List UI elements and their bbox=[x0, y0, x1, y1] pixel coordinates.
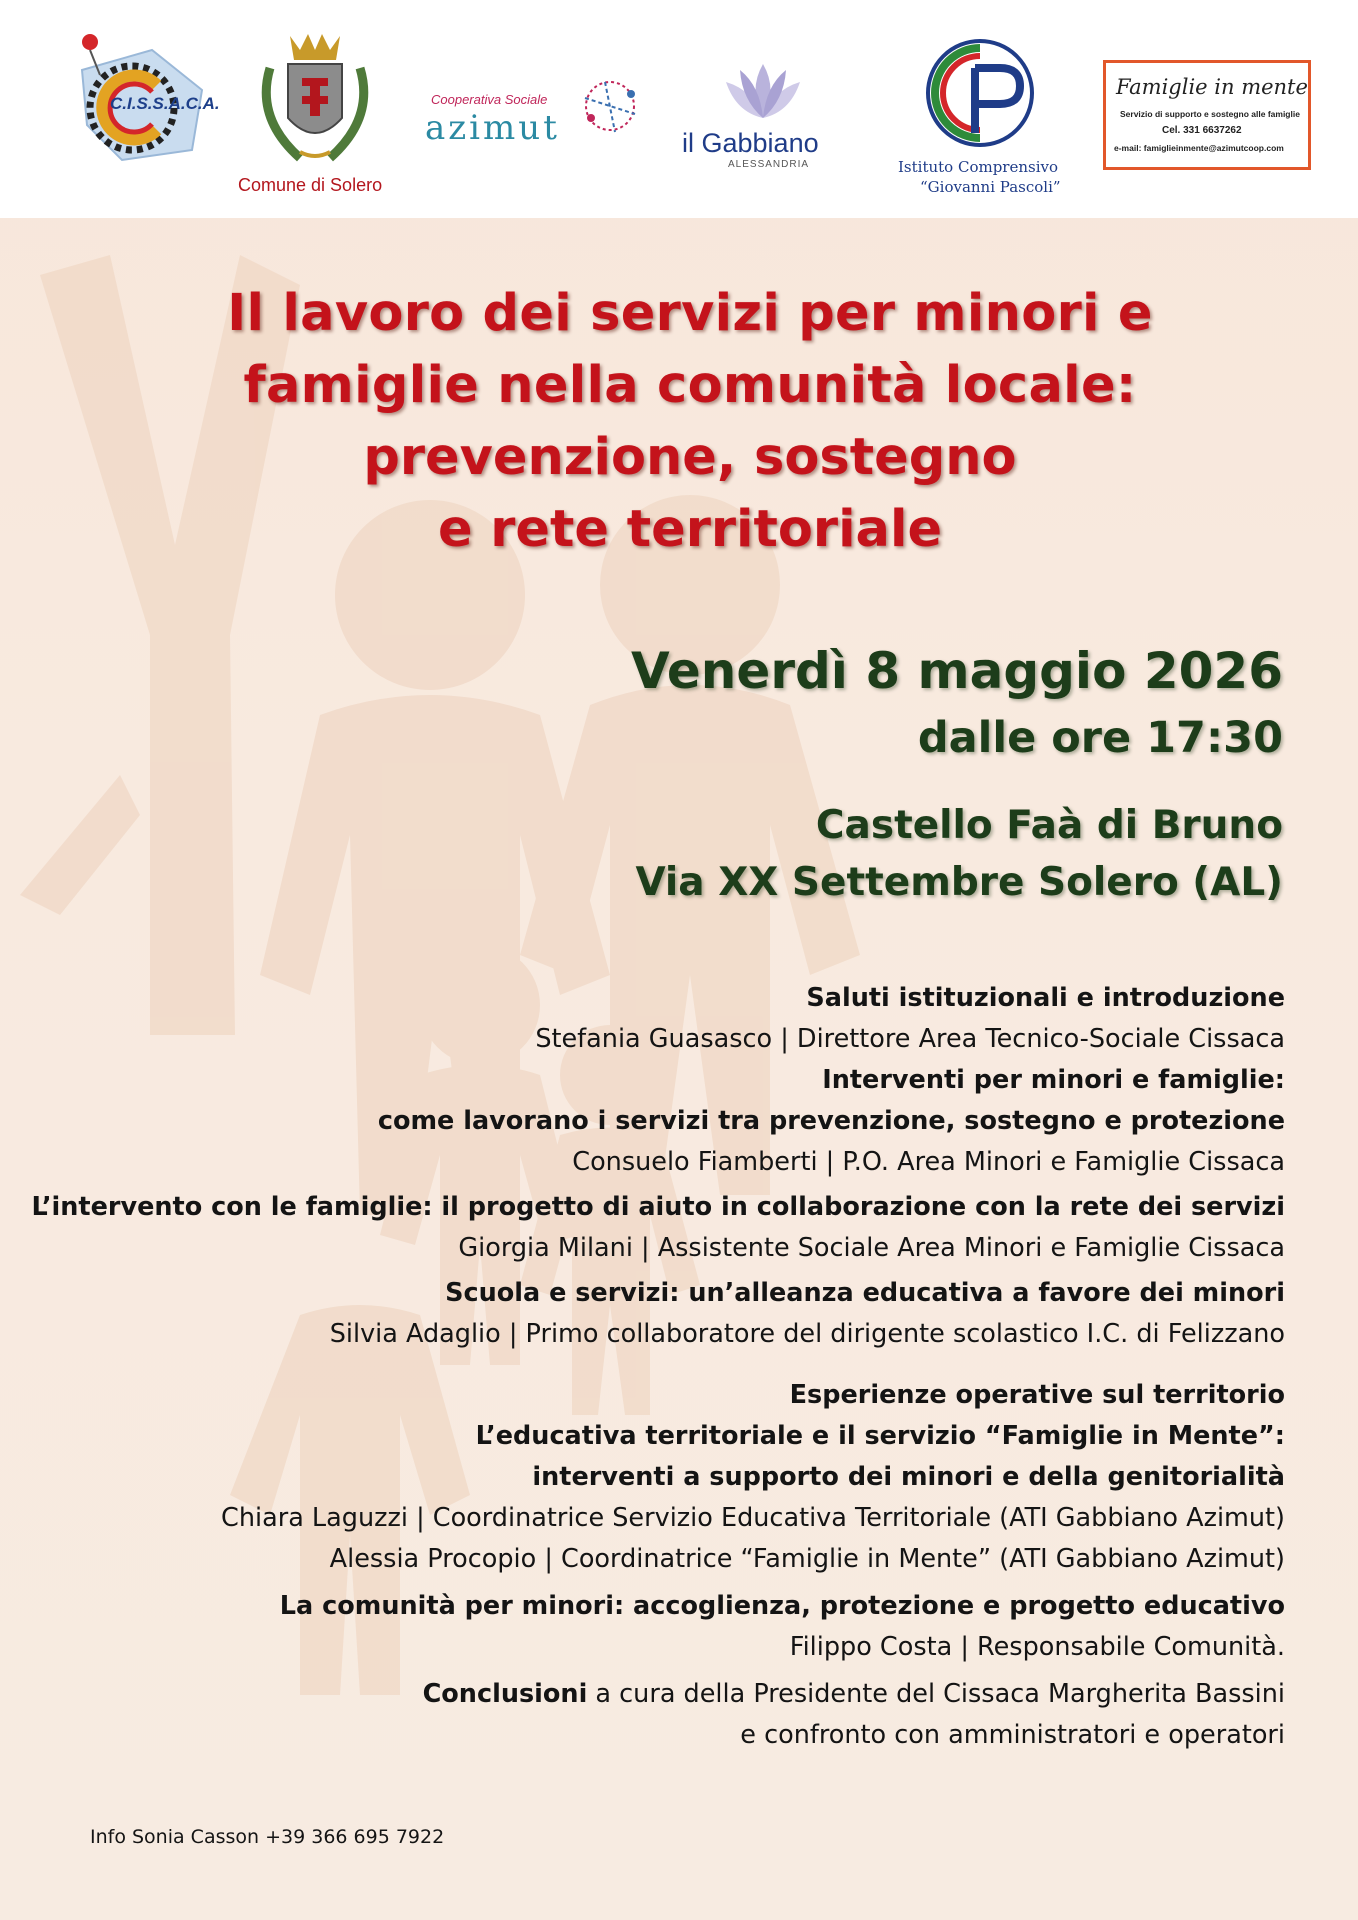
event-title bbox=[0, 278, 1358, 566]
program-speaker: Alessia Procopio | Coordinatrice “Famiglie in Mente” (ATI Gabbiano Azimut) bbox=[329, 1544, 1285, 1574]
famiglie-logo-subtitle: Servizio di supporto e sostegno alle famiglie bbox=[1120, 109, 1300, 119]
program-section-title: L’intervento con le famiglie: il progetto di aiuto in collaborazione con la rete dei servizi bbox=[31, 1192, 1285, 1222]
logo-bar bbox=[0, 0, 1358, 218]
cissaca-logo bbox=[62, 30, 220, 170]
event-time: dalle ore 17:30 bbox=[917, 713, 1283, 763]
solero-logo bbox=[230, 28, 400, 198]
azimut-network-icon bbox=[575, 78, 645, 138]
azimut-name: azimut bbox=[425, 108, 560, 148]
program-speaker: Giorgia Milani | Assistente Sociale Area Minori e Famiglie Cissaca bbox=[458, 1233, 1285, 1263]
gabbiano-logo bbox=[680, 60, 850, 180]
solero-logo-text: Comune di Solero bbox=[238, 175, 383, 195]
program-section-title: Scuola e servizi: un’alleanza educativa a favore dei minori bbox=[445, 1278, 1285, 1308]
event-address: Via XX Settembre Solero (AL) bbox=[635, 860, 1283, 905]
famiglie-logo-email: e-mail: famiglieinmente@azimutcoop.com bbox=[1114, 143, 1284, 153]
conclusion-text: a cura della Presidente del Cissaca Margherita Bassini bbox=[587, 1679, 1285, 1709]
famiglie-logo-title: Famiglie in mente bbox=[1116, 75, 1308, 99]
gabbiano-name: il Gabbiano bbox=[682, 128, 819, 158]
program-section-title: Interventi per minori e famiglie: bbox=[822, 1065, 1285, 1095]
program-section-title: come lavorano i servizi tra prevenzione, sostegno e protezione bbox=[377, 1106, 1285, 1136]
title-line-1: Il lavoro dei servizi per minori e bbox=[227, 284, 1153, 343]
lotus-icon bbox=[718, 60, 808, 124]
program-section-title: La comunità per minori: accoglienza, protezione e progetto educativo bbox=[279, 1591, 1285, 1621]
famiglie-in-mente-logo bbox=[1103, 60, 1311, 170]
program-conclusion bbox=[25, 1674, 1285, 1715]
cissaca-logo-text: C.I.S.S.A.C.A. bbox=[110, 94, 220, 113]
program-speaker: Silvia Adaglio | Primo collaboratore del dirigente scolastico I.C. di Felizzano bbox=[329, 1319, 1285, 1349]
azimut-logo bbox=[425, 78, 645, 168]
program-section-title: interventi a supporto dei minori e della genitorialità bbox=[532, 1462, 1285, 1492]
title-line-4: e rete territoriale bbox=[437, 500, 943, 559]
istituto-logo bbox=[890, 38, 1070, 203]
istituto-name-line2: “Giovanni Pascoli” bbox=[920, 178, 1061, 196]
program-conclusion-line-2: e confronto con amministratori e operatori bbox=[740, 1720, 1285, 1750]
title-line-3: prevenzione, sostegno bbox=[363, 428, 1017, 487]
azimut-subtitle: Cooperativa Sociale bbox=[431, 92, 548, 107]
gabbiano-city: ALESSANDRIA bbox=[728, 159, 810, 170]
program-section-title: Saluti istituzionali e introduzione bbox=[806, 983, 1285, 1013]
event-date: Venerdì 8 maggio 2026 bbox=[630, 642, 1283, 700]
contact-info: Info Sonia Casson +39 366 695 7922 bbox=[90, 1826, 445, 1848]
solero-coat-of-arms-icon bbox=[230, 28, 400, 168]
program-section-title: L’educativa territoriale e il servizio “Famiglie in Mente”: bbox=[475, 1421, 1285, 1451]
event-venue: Castello Faà di Bruno bbox=[815, 803, 1283, 848]
istituto-name-line1: Istituto Comprensivo bbox=[898, 158, 1059, 176]
istituto-emblem-icon bbox=[920, 38, 1040, 148]
conclusion-label: Conclusioni bbox=[422, 1679, 588, 1709]
program-speaker: Stefania Guasasco | Direttore Area Tecnico-Sociale Cissaca bbox=[535, 1024, 1285, 1054]
program-speaker: Filippo Costa | Responsabile Comunità. bbox=[789, 1632, 1285, 1662]
program bbox=[25, 978, 1285, 1756]
famiglie-logo-phone: Cel. 331 6637262 bbox=[1162, 125, 1242, 136]
title-line-2: famiglie nella comunità locale: bbox=[243, 356, 1137, 415]
program-section-title: Esperienze operative sul territorio bbox=[789, 1380, 1285, 1410]
program-speaker: Consuelo Fiamberti | P.O. Area Minori e Famiglie Cissaca bbox=[572, 1147, 1285, 1177]
program-speaker: Chiara Laguzzi | Coordinatrice Servizio Educativa Territoriale (ATI Gabbiano Azimut) bbox=[221, 1503, 1285, 1533]
